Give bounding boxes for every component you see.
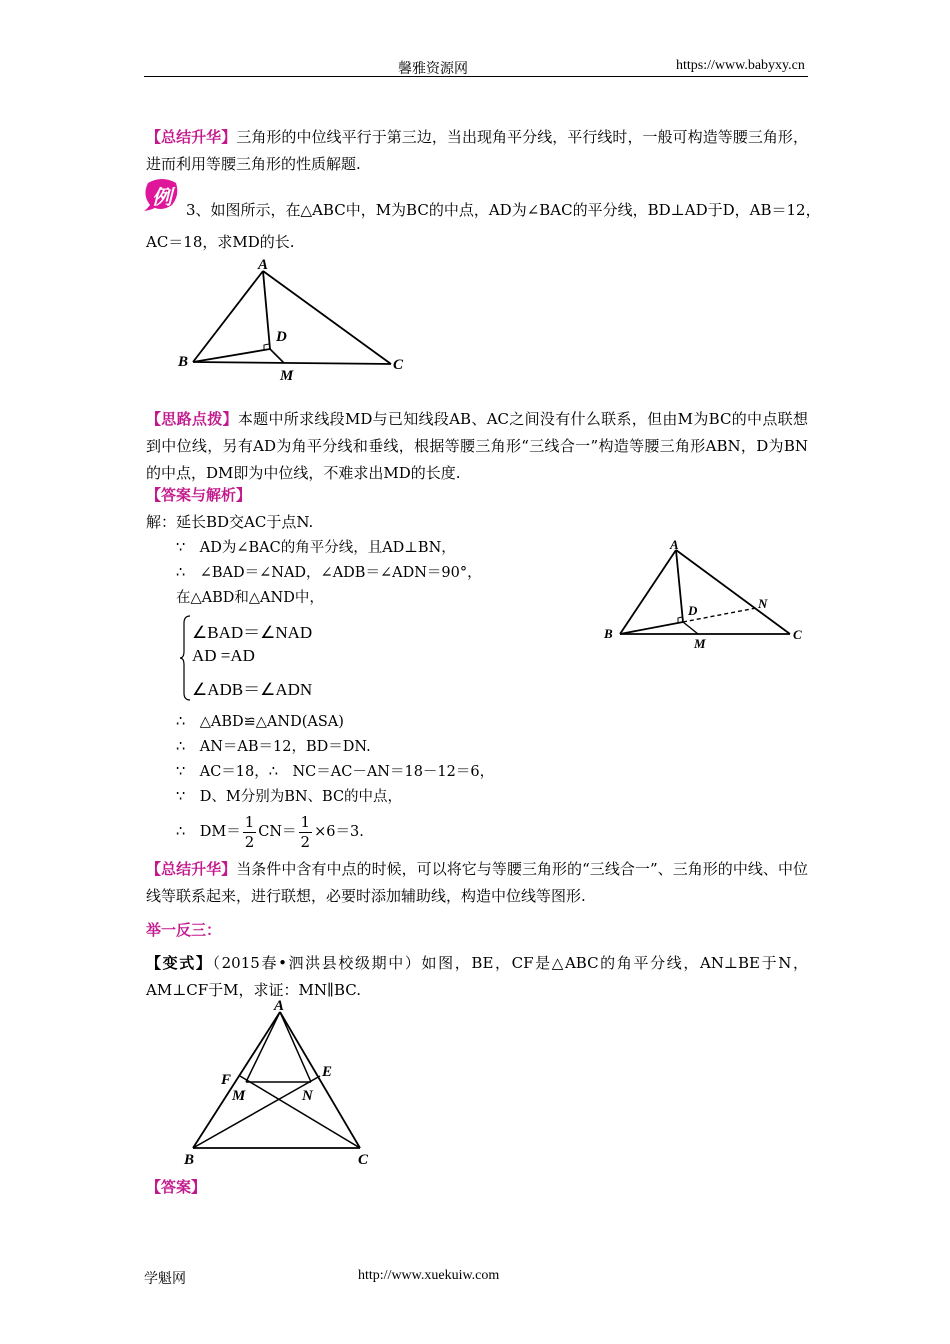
fraction-denominator: 2 xyxy=(244,832,255,851)
brace-condition-2: AD =AD xyxy=(192,646,255,665)
fig3-segment-am xyxy=(246,1012,280,1082)
header-url[interactable]: https://www.babyxy.cn xyxy=(676,58,805,73)
extend-title: 举一反三： xyxy=(146,921,222,939)
step8-part-c: ×6＝3. xyxy=(314,824,364,840)
solution-step-1: ∵ AD为∠BAC的角平分线，且AD⊥BN， xyxy=(176,540,456,556)
fraction-denominator: 2 xyxy=(300,832,311,851)
solution-step-8 xyxy=(176,810,364,854)
equation-brace xyxy=(180,615,192,701)
footer-site-name: 学魁网 xyxy=(144,1272,186,1287)
fig3-label-e: E xyxy=(322,1064,333,1080)
solution-step-7: ∵ D、M分别为BN、BC的中点， xyxy=(176,789,403,805)
fig2-label-c: C xyxy=(793,627,802,642)
summary-paragraph-1 xyxy=(146,124,808,178)
example-line-2: AC＝18，求MD的长. xyxy=(146,233,295,251)
fig2-label-a: A xyxy=(670,538,679,552)
fraction-half-2 xyxy=(299,813,313,852)
fig2-label-m: M xyxy=(694,636,706,651)
footer-url[interactable]: http://www.xuekuiw.com xyxy=(358,1268,500,1283)
example-badge-label: 例 xyxy=(152,185,172,209)
solution-step-5: ∴ AN＝AB＝12，BD＝DN. xyxy=(176,739,371,755)
solution-step-6: ∵ AC＝18，∴ NC＝AC－AN＝18－12＝6， xyxy=(176,764,495,780)
fig3-label-m: M xyxy=(232,1088,246,1104)
example-badge xyxy=(144,177,180,211)
fig2-side-ac xyxy=(676,550,790,634)
fig3-label-c: C xyxy=(358,1152,369,1168)
fraction-numerator: 1 xyxy=(300,812,311,831)
fig2-label-n: N xyxy=(758,596,768,611)
fig2-label-d: D xyxy=(688,603,698,618)
fig3-label-a: A xyxy=(274,998,285,1014)
fig1-label-c: C xyxy=(393,357,404,373)
variant-text: （2015春•泗洪县校级期中）如图，BE，CF是△ABC的角平分线，AN⊥BE于N，AM⊥CF于M，求证：MN∥BC. xyxy=(146,954,808,999)
variant-tag: 【变式】 xyxy=(146,954,213,972)
summary-tag: 【总结升华】 xyxy=(146,128,237,146)
hint-text: 本题中所求线段MD与已知线段AB、AC之间没有什么联系，但由M为BC的中点联想到中位线，另有AD为角平分线和垂线，根据等腰三角形“三线合一”构造等腰三角形ABN，D为BN的中点，DM即为中位线，不难求出MD的长度. xyxy=(146,410,808,482)
fraction-numerator: 1 xyxy=(244,812,255,831)
fig1-segment-ad xyxy=(263,271,270,349)
fraction-half-1 xyxy=(243,813,257,852)
hint-tag: 【思路点拨】 xyxy=(146,410,238,428)
fig3-side-ab xyxy=(193,1012,280,1148)
figure-2-triangle xyxy=(600,538,810,654)
fig2-segment-bd xyxy=(620,622,683,634)
answer-analysis-tag: 【答案与解析】 xyxy=(146,486,252,504)
fig1-label-m: M xyxy=(280,368,294,382)
hint-paragraph xyxy=(146,406,808,487)
solution-step-3: 在△ABD和△AND中， xyxy=(176,590,324,606)
fig3-label-b: B xyxy=(184,1152,195,1168)
fig1-side-ac xyxy=(263,271,391,364)
step8-part-b: CN＝ xyxy=(258,824,297,840)
solution-intro: 解：延长BD交AC于点N. xyxy=(146,513,314,531)
header-site-name: 馨雅资源网 xyxy=(398,62,468,77)
example-line-1: 3、如图所示，在△ABC中，M为BC的中点，AD为∠BAC的平分线，BD⊥AD于D，AB＝12， xyxy=(186,201,821,219)
figure-1-triangle xyxy=(176,256,416,382)
fig1-label-b: B xyxy=(178,354,189,370)
fig2-label-b: B xyxy=(604,626,613,641)
fig3-label-f: F xyxy=(221,1072,232,1088)
fig1-segment-dm xyxy=(270,349,284,363)
fig2-side-ab xyxy=(620,550,676,634)
summary-tag: 【总结升华】 xyxy=(146,860,237,878)
fig2-segment-dm xyxy=(683,622,698,634)
solution-step-4: ∴ △ABD≌△AND(ASA) xyxy=(176,714,344,730)
fig2-segment-ad xyxy=(676,550,683,622)
fig1-segment-bd xyxy=(193,349,270,362)
figure-3-triangle xyxy=(176,996,386,1170)
summary-paragraph-2 xyxy=(146,856,808,910)
answer-tag: 【答案】 xyxy=(146,1178,207,1196)
summary-text: 当条件中含有中点的时候，可以将它与等腰三角形的“三线合一”、三角形的中线、中位线等联系起来，进行联想，必要时添加辅助线，构造中位线等图形. xyxy=(146,860,808,905)
fig1-side-ab xyxy=(193,271,263,362)
fig1-label-d: D xyxy=(276,329,287,345)
solution-step-2: ∴ ∠BAD＝∠NAD，∠ADB＝∠ADN＝90°， xyxy=(176,565,482,581)
fig3-label-n: N xyxy=(302,1088,313,1104)
fig3-segment-an xyxy=(280,1012,311,1082)
header-divider xyxy=(144,76,808,77)
brace-condition-3: ∠ADB＝∠ADN xyxy=(192,680,313,699)
step8-part-a: ∴ DM＝ xyxy=(176,824,241,840)
summary-text: 三角形的中位线平行于第三边，当出现角平分线，平行线时，一般可构造等腰三角形，进而利用等腰三角形的性质解题. xyxy=(146,128,808,173)
fig1-side-bc xyxy=(193,362,391,364)
brace-condition-1: ∠BAD＝∠NAD xyxy=(192,623,313,642)
fig1-label-a: A xyxy=(258,257,269,273)
fig3-side-ac xyxy=(280,1012,360,1148)
